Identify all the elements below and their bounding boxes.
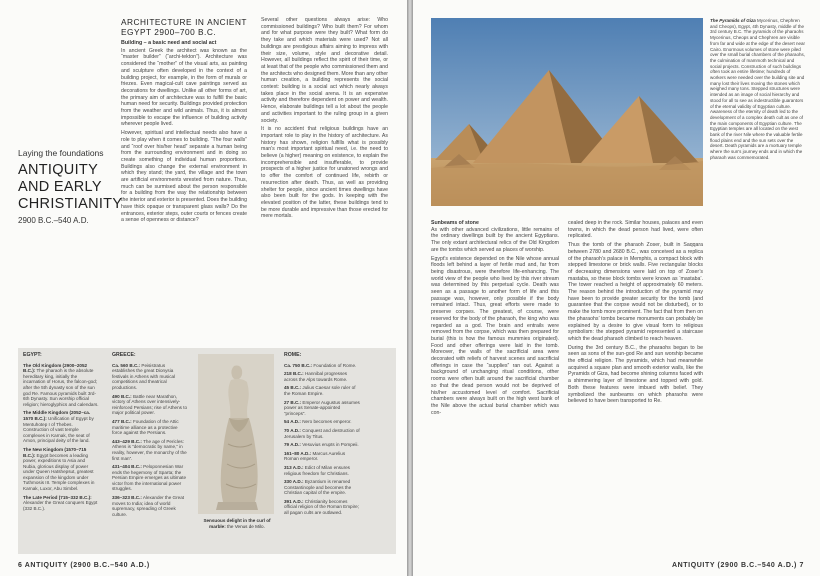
timeline-egypt xyxy=(23,353,99,514)
article-title: ARCHITECTURE IN ANCIENT EGYPT 2900–700 B.C. xyxy=(121,17,247,37)
paragraph: During the 3rd century B.C., the pharaohs began to be seen as sons of the sun-god Re and sun worship became the official religion. The pyramids, which had meanwhile acquired a square plan and smooth exterior walls, like the Pyramids of Giza, had become shining columns faced with a shimmering layer of limestone and topped with gold. Both these features were imbued with belief. They symbolized the sunbeams on which pharaohs were believed to have been transported to Re. xyxy=(568,344,703,405)
timeline-entry: 477 B.C.: Foundation of the Attic maritime alliance as a protective force against the Persians. xyxy=(112,418,179,436)
left-page xyxy=(0,0,407,576)
right-page xyxy=(413,0,820,576)
timeline-entry: 45 B.C.: Julius Caesar sole ruler of the Roman Empire. xyxy=(284,385,356,396)
chapter-subtitle: Laying the foundations xyxy=(18,148,104,158)
timeline-entry: 490 B.C.: Battle near Marathon, victory of Athens over intensively-reinforced Persians; rise of Athens to major political power. xyxy=(112,393,188,416)
timeline-entry: 218 B.C.: Hannibal progresses across the Alps towards Rome. xyxy=(284,371,348,382)
statue-illustration xyxy=(198,354,274,514)
text-column-2 xyxy=(261,17,388,222)
timeline-entry: The New Kingdom (1570–715 B.C.): Egypt becomes a leading power, expeditions to Asia and Nubia, glorious display of power under Queen Hatshepsut, greatest expansion of the kingdom under Tuthmosis III. Temple complexes in Karnak, Luxor, Abu Simbel. xyxy=(23,446,95,492)
chapter-dates: 2900 B.C.–540 A.D. xyxy=(18,216,89,225)
paragraph: As with other advanced civilizations, little remains of the ordinary dwellings built by the ancient Egyptians. The only extant architectural relics of the Old Kingdom are the tombs which served as places of worship. xyxy=(431,226,559,253)
paragraph: Egypt’s existence depended on the Nile whose annual floods left behind a layer of fertile mud and, far from being disastrous, were therefore life-enhancing. The world view of the people who lived by this river stream was determined by this perpetual cycle. Death was seen as a passage to another form of life and this passage was, however, only possible if the body remained intact. Thus, great efforts were made to preserve corpses. The greatest, of course, were reserved for the body of the pharaoh, the king who was regarded as a god. The brain and entrails were removed from the corpse, which was then prepared for burial (this is how the famous mummies originated). Food and other offerings were laid in the tomb. Moreover, the walls of the sacrificial area were decorated with reliefs of harvest scenes and sacrificial offerings in case the “supplies” ran out. Against a background of unchanging ritual conditions, other rooms were often built around the sacrificial chamber so that the dead person would not be deprived of his/her accustomed level of comfort. Sacrificial chambers were always built on the high west bank of the Nile above the actual burial chamber which was con- xyxy=(431,255,559,416)
timeline-entry: 330 A.D.: Byzantium is renamed Constantinople and becomes the Christian capital of the empire. xyxy=(284,479,352,496)
timeline-entry: 79 A.D.: Vesuvius erupts in Pompeii. xyxy=(284,442,359,448)
text-column-1 xyxy=(121,17,247,226)
text-column-4 xyxy=(568,220,703,407)
timeline-entry: 336–323 B.C.: Alexander the Great moves to India; idea of world supremacy, spreading of Greek culture. xyxy=(112,495,185,517)
section-subtitle: Sunbeams of stone xyxy=(431,220,479,226)
timeline-entry: 313 A.D.: Edict of Milan ensures religious freedom for Christians. xyxy=(284,464,350,476)
paragraph: cealed deep in the rock. Similar houses, palaces and even towns, in which the dead person had lived, were often replicated. xyxy=(568,220,703,240)
text-column-3 xyxy=(431,220,559,418)
timeline-entry: Ca. 560 B.C.: Peisistratus establishes the great Dionysia festivals in Athens with musical competitions and theatrical productions. xyxy=(112,362,176,390)
paragraph: Thus the tomb of the pharaoh Zoser, built in Saqqara between 2780 and 2680 B.C., was conceived as a replica of the pharaoh’s palace in Memphis, a compact block with stepped limestone or brick walls. Five rectangular blocks of decreasing dimensions were laid on top of Zoser’s mastaba, so these block tombs were known as ‘mastaba’. The tower reached a height of approximately 60 meters. The reason behind the introduction of the pyramid may have been to provide greater security for the tomb (and guarantee that the corpse would not be disturbed), or to make the tomb more prominent. The fact that from then on the pharaohs’ tombs became monuments can probably be explained by a desire to give visual form to religious symbolism: the stepped pyramid represented a staircase which the dead pharaoh climbed to reach heaven. xyxy=(568,242,703,342)
timeline-entry: Ca. 750 B.C.: Foundation of Rome. xyxy=(284,362,357,368)
timeline-entry: The Late Period (715–332 B.C.): Alexander the Great conquers Egypt (332 B.C.). xyxy=(23,494,98,511)
paragraph: However, spiritual and intellectual needs also have a role to play when it comes to building. “The four walls” and “roof over his/her head” separate a human being from the surrounding environment and in doing so create something of individual human proportions. Buildings also change the external environment in which they stand; the yard, the village and the town are artificial environments wrested from nature. Thus, much can be surmised about the person responsible for a building from the way the relationship between the interior and exterior is presented. Does the building have thick opaque or transparent glass walls? Do the entrances, exterior steps, outer courts or fences create a sense of openness or distance? xyxy=(121,130,248,224)
chapter-heading xyxy=(18,148,123,225)
pyramids-illustration xyxy=(431,18,703,206)
timeline-rome xyxy=(284,353,360,519)
timeline-entry: 70 A.D.: Conquest and destruction of Jerusalem by Titus. xyxy=(284,427,360,439)
paragraph: Several other questions always arise: Who commissioned buildings? Who built them? For whom and for what purpose were they built? What form do they take and which materials were used? Not all buildings are prestigious affairs aiming to impress with their size, volume, style and decorative detail. However, all buildings reflect the spirit of their time, or at least that of the people who commissioned them and the architects who designed them. More than any other human creation, a building represents the social context: building is a social act which nearly always takes place in the social arena. It is an expensive activity and therefore dependent on power and wealth. Hence, elaborate buildings tell a lot about the people and activities important to the ruling group in a given society. xyxy=(261,17,388,124)
timeline-heading: GREECE: xyxy=(112,352,136,358)
paragraph: It is no accident that religious buildings have an important role to play in the history of architecture. As history has shown, religion fulfills what is possibly man’s most important spiritual need, i.e. the need to believe (a higher) meaning on existence, to explain the incomprehensible and insufferable, to provide prospects of a higher justice for unatoned wrongs and to offer the comfort of continued life, rebirth or resurrection after death. Thus, as well as providing shelter for people, since ancient times dwellings have also been built for the gods. In keeping with the elevated position of the latter, these buildings tend to be more durable and impressive than those erected for mere mortals. xyxy=(261,126,388,220)
chapter-title: ANTIQUITY AND EARLY CHRISTIANITY xyxy=(18,162,123,212)
timeline-entry: 27 B.C.: Emperor Augustus assumes power as Senate-appointed “princeps”. xyxy=(284,399,360,416)
timeline-heading: ROME: xyxy=(284,352,302,358)
timeline-entry: The Middle Kingdom (2052–ca. 1570 B.C.): Unification of Egypt by Mentuhotep I of Thebes. Construction of vast temple complexes in Karnak, the seat of Amon, principal deity of the land. xyxy=(23,410,94,444)
paragraph: In ancient Greek the architect was known as the “master builder” (“archi-tekton”). Architecture was considered the “mother” of the visual arts, as painting and sculpture often developed in the context of a building project, for example, in the form of murals or friezes. Even magical-cult cave paintings served as decorations for dwellings. Unlike all other forms of art, the primary aim of architecture was to fulfill the basic human need for security. Buildings provided protection from the weather and wild animals. Thus, it is almost impossible to escape the influence of building activity wherever people lived. xyxy=(121,47,247,128)
venus-de-milo-image xyxy=(198,354,274,514)
timeline-entry: 431–404 B.C.: Peloponnesian War ends the hegemony of Sparta; the Persian Empire emerges as ultimate victor from the international power struggles. xyxy=(112,464,187,492)
timeline-entry: 161–80 A.D.: Marcus Aurelius Roman emperor. xyxy=(284,450,346,462)
statue-caption: Sensuous delight in the curl of marble: the Venus de Milo. xyxy=(203,518,271,529)
folio-right: ANTIQUITY (2900 B.C.–540 A.D.) 7 xyxy=(671,562,804,569)
timeline-entry: 443–429 B.C.: The age of Pericles: Athens is “democratic by name,” in reality, however, the monarchy of the first man”. xyxy=(112,438,187,461)
timeline-heading: EGYPT: xyxy=(23,352,42,358)
photo-caption: The Pyramids of Giza Mycerinus, Chephren and Cheops), Egypt, 4th Dynasty, middle of the 3rd century B.C. The pyramids of the pharaohs Mycerinus, Cheops and Chephren are visible from far and wide at the edge of the desert near Cairo. Enormous volumes of stone were piled over the small burial chambers of the pharaohs, the culmination of mammoth technical and social projects. Construction of such buildings often took an entire lifetime; hundreds of workers were needed over the building site and many lost their lives moving the stones which weighed many tons. Stepped structures were intended as an image of social hierarchy and stood for all to see as indestructible guarantors of the eternal validity of Egyptian culture. Awareness of the eternity of death led to the development of a complex death cult as one of the main components of Egyptian culture. The Egyptian temples are all located on the west bank of the river Nile where the valuable fertile flood plains end and the sun sets over the desert. Death pyramids are a mortuary temple where the sun’s journey ends and in which the pharaoh was commemorated. xyxy=(710,18,806,160)
timeline-entry: The Old Kingdom (2900–2052 B.C.): The pharaoh is the absolute hereditary king, initially the incarnation of Horus, the falcon-god; after the 5th dynasty son of the sun god Re. Famous pyramids built 3rd-6th Dynasty. Sun worship official religion; hieroglyphics and calendars. xyxy=(23,362,99,407)
pyramids-of-giza-photo xyxy=(431,18,703,206)
folio-left: 6 ANTIQUITY (2900 B.C.–540 A.D.) xyxy=(18,562,150,569)
timeline-greece xyxy=(112,353,188,520)
timeline-box xyxy=(18,348,396,554)
timeline-entry: 391 A.D.: Christianity becomes official religion of the Roman Empire; all pagan cults are outlawed. xyxy=(284,498,359,516)
timeline-entry: 54 A.D.: Nero becomes emperor. xyxy=(284,419,352,425)
article-subtitle: Building – a basic need and social act xyxy=(121,40,217,46)
